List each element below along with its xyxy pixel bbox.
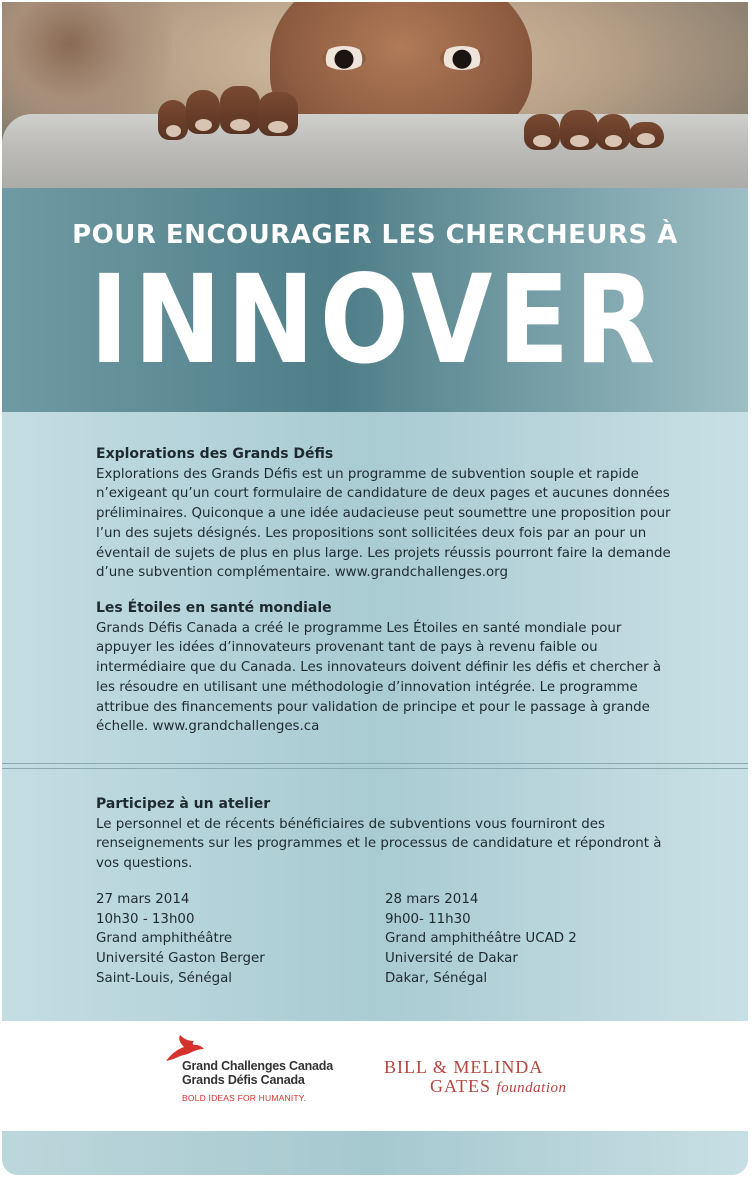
kicker-title: POUR ENCOURAGER LES CHERCHEURS À	[72, 220, 678, 250]
event-institution: Université Gaston Berger	[96, 951, 265, 967]
event-saint-louis	[96, 890, 265, 989]
divider	[2, 763, 748, 769]
gcc-name-en: Grand Challenges Canada	[182, 1059, 333, 1073]
headline: INNOVER	[89, 249, 661, 391]
section-atelier	[96, 795, 676, 874]
poster	[2, 2, 748, 1175]
event-date: 28 mars 2014	[385, 892, 479, 907]
logo-strip	[2, 1021, 748, 1131]
section-title: Participez à un atelier	[96, 796, 271, 812]
event-date: 27 mars 2014	[96, 892, 190, 907]
title-band	[2, 188, 748, 412]
event-time: 9h00- 11h30	[385, 911, 471, 927]
section-text: Explorations des Grands Défis est un programme de subvention souple et rapide n’exigeant qu’un court formulaire de candidature de deux pages et aucunes données préliminaires. Quiconque a une idée audacieuse peut soumettre une proposition pour l’un des sujets désignés. Les propositions sont sollicitées deux fois par an pour un éventail de sujets de plus en plus large. Les projets réussis pourront faire la demande d’une subvention complémentaire. www.grandchallenges.org	[96, 466, 671, 581]
section-title: Les Étoiles en santé mondiale	[96, 600, 332, 616]
event-time: 10h30 - 13h00	[96, 911, 195, 927]
event-city: Dakar, Sénégal	[385, 970, 488, 986]
header-photo	[2, 2, 748, 188]
gcc-tagline: BOLD IDEAS FOR HUMANITY.	[182, 1093, 307, 1103]
event-city: Saint-Louis, Sénégal	[96, 970, 232, 986]
section-text: Le personnel et de récents bénéficiaires de subventions vous fourniront des renseignements sur les programmes et le processus de candidature et répondront à vos questions.	[96, 816, 662, 872]
gates-line1: BILL & MELINDA	[384, 1057, 544, 1077]
section-title: Explorations des Grands Défis	[96, 446, 334, 462]
gcc-name-fr: Grands Défis Canada	[182, 1073, 305, 1087]
section-etoiles	[96, 599, 676, 737]
gates-foundation-logo	[384, 1057, 567, 1097]
event-venue: Grand amphithéâtre UCAD 2	[385, 931, 577, 947]
section-explorations	[96, 445, 676, 583]
gates-line2: GATES	[430, 1076, 492, 1096]
event-dakar	[385, 890, 577, 989]
bottom-band	[2, 1131, 748, 1175]
section-text: Grands Défis Canada a créé le programme Les Étoiles en santé mondiale pour appuyer les idées d’innovateurs provenant tant de pays à revenu faible ou intermédiaire que du Canada. Les innovateurs doivent définir les défis et chercher à les résoudre en utilisant une méthodologie d’innovation intégrée. Le programme attribue des financements pour validation de principe et pour le passage à grande échelle. www.grandchallenges.ca	[96, 620, 662, 735]
event-institution: Université de Dakar	[385, 951, 518, 967]
event-venue: Grand amphithéâtre	[96, 931, 233, 947]
gates-foundation: foundation	[496, 1080, 567, 1096]
